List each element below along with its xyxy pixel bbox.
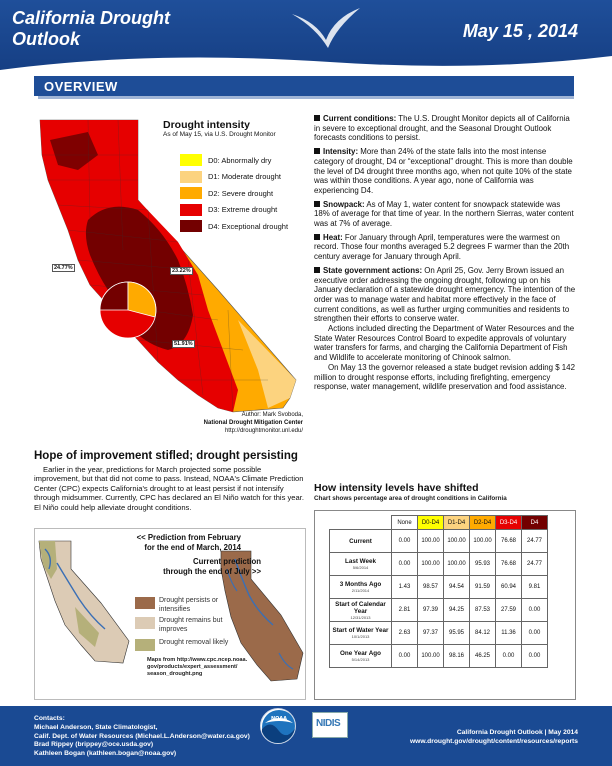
legend-swatch — [180, 220, 202, 232]
table-cell: 97.37 — [418, 622, 444, 645]
maps-source — [147, 657, 257, 678]
table-row — [330, 645, 548, 668]
table-header-row — [330, 516, 548, 530]
title-line1: California Drought — [12, 8, 170, 28]
para-text: For January through April, temperatures were the warmest on record. Those four months averaged 5.2 degrees F warmer than the 20th century average for January through April. — [314, 232, 570, 262]
legend-swatch — [135, 597, 155, 609]
table-cell: 87.53 — [470, 599, 496, 622]
row-date: 12/31/2013 — [350, 614, 371, 620]
row-label-text: Start of Water Year — [332, 627, 389, 634]
pie-label-bottom: 51.91% — [174, 341, 193, 347]
pred-title1-line1: << Prediction from February — [136, 533, 241, 542]
row-label — [330, 645, 392, 668]
col-d3-d4: D3-D4 — [496, 516, 522, 530]
table-cell: 95.95 — [444, 622, 470, 645]
footer-contacts — [34, 715, 250, 759]
row-label — [330, 530, 392, 553]
row-date: 10/1/2013 — [351, 634, 370, 639]
col-d4: D4 — [522, 516, 548, 530]
legend-label: D1: Moderate drought — [208, 172, 281, 181]
bullet-square-icon — [314, 234, 320, 240]
author-line2: National Drought Mitigation Center — [203, 420, 303, 426]
legend-item-d2 — [180, 185, 288, 201]
hope-heading: Hope of improvement stifled; drought persisting — [34, 450, 298, 462]
para-text: More than 24% of the state falls into the most intense category of drought, D4 or “exceptional” drought. This is more than double the level of D4 drought three months ago, when not quite 10% of the state was within those conditions. A year ago, none of California was experiencing D4. — [314, 147, 573, 195]
legend-swatch — [135, 617, 155, 629]
para-head: Snowpack: — [323, 199, 365, 209]
table-corner — [330, 516, 392, 530]
row-label-text: Last Week — [344, 558, 377, 565]
map-subtitle: As of May 15, via U.S. Drought Monitor — [163, 131, 276, 138]
row-date: 5/14/2013 — [351, 657, 370, 662]
row-label — [330, 576, 392, 599]
table-cell: 11.36 — [496, 622, 522, 645]
prediction-panel — [34, 528, 306, 700]
table-cell: 100.00 — [418, 553, 444, 576]
pie-label-right: 23.22% — [172, 268, 191, 274]
para-snowpack — [314, 200, 576, 229]
footer-right — [410, 728, 578, 746]
contact-line: Brad Rippey (brippey@oce.usda.gov) — [34, 741, 154, 749]
legend-item-d4 — [180, 218, 288, 234]
col-d2-d4: D2-D4 — [470, 516, 496, 530]
legend-label: D2: Severe drought — [208, 188, 274, 198]
table-cell: 24.77 — [522, 530, 548, 553]
para-head: Current conditions: — [323, 114, 397, 123]
source-line3: season_drought.png — [147, 671, 203, 677]
table-cell: 100.00 — [444, 553, 470, 576]
table-cell: 0.00 — [392, 553, 418, 576]
legend-item-d3 — [180, 202, 288, 218]
table-cell: 0.00 — [392, 530, 418, 553]
map-legend — [180, 152, 288, 235]
table-row — [330, 622, 548, 645]
row-label-text: 3 Months Ago — [339, 581, 382, 588]
table-cell: 98.57 — [418, 576, 444, 599]
pred-legend-persist — [135, 597, 229, 614]
author-line3: http://droughtmonitor.unl.edu/ — [224, 428, 303, 434]
para-head: State government actions: — [323, 265, 423, 275]
table-cell: 0.00 — [392, 645, 418, 668]
row-label — [330, 622, 392, 645]
legend-swatch — [180, 204, 202, 216]
legend-label: Drought remains but improves — [159, 617, 223, 633]
table-cell: 2.81 — [392, 599, 418, 622]
intensity-table — [329, 515, 548, 668]
row-label — [330, 599, 392, 622]
legend-label: D3: Extreme drought — [208, 205, 278, 214]
para-government — [314, 266, 576, 324]
table-cell: 97.39 — [418, 599, 444, 622]
legend-swatch — [180, 171, 202, 183]
pie-label-left: 24.77% — [54, 265, 73, 271]
bird-logo-icon — [286, 4, 366, 54]
table-cell: 0.00 — [522, 645, 548, 668]
row-label-text: Start of Calendar Year — [335, 600, 386, 615]
nidis-label: NIDIS — [316, 718, 341, 729]
para-intensity — [314, 147, 576, 196]
map-title: Drought intensity — [163, 119, 250, 131]
intensity-table-panel — [314, 510, 576, 700]
prediction-title-july — [131, 557, 261, 577]
legend-label: Drought persists or intensifies — [159, 597, 219, 613]
page-title — [12, 8, 212, 50]
footer-url[interactable]: www.drought.gov/drought/content/resources/reports — [409, 738, 578, 745]
legend-label: Drought removal likely — [159, 639, 229, 646]
legend-item-d0 — [180, 152, 288, 168]
table-cell: 27.59 — [496, 599, 522, 622]
intensity-subtitle: Chart shows percentage area of drought conditions in California — [314, 495, 507, 502]
para-head: Heat: — [323, 232, 343, 242]
table-cell: 0.00 — [522, 599, 548, 622]
table-cell: 100.00 — [444, 530, 470, 553]
table-cell: 1.43 — [392, 576, 418, 599]
table-cell: 0.00 — [496, 645, 522, 668]
col-none: None — [392, 516, 418, 530]
para-actions: Actions included directing the Department of Water Resources and the State Water Resources Control Board to expedite approvals of voluntary water transfers for farms, and charging the California Department of Fish and Wildlife to accelerate monitoring of Chinook salmon. — [314, 324, 575, 363]
pred-title1-line2: for the end of March, 2014 — [144, 543, 241, 552]
table-row — [330, 599, 548, 622]
table-cell: 100.00 — [418, 530, 444, 553]
table-cell: 84.12 — [470, 622, 496, 645]
para-head: Intensity: — [323, 147, 359, 157]
overview-shadow — [38, 96, 574, 99]
overview-label: OVERVIEW — [44, 79, 118, 94]
col-d0-d4: D0-D4 — [418, 516, 444, 530]
table-cell: 100.00 — [470, 530, 496, 553]
bullet-square-icon — [314, 115, 320, 121]
page-footer — [0, 706, 612, 766]
table-cell: 0.00 — [522, 622, 548, 645]
contact-line: Kathleen Bogan (kathleen.bogan@noaa.gov) — [34, 750, 177, 758]
table-cell: 95.93 — [470, 553, 496, 576]
para-heat — [314, 233, 576, 262]
pie-chart — [100, 282, 156, 338]
table-cell: 100.00 — [418, 645, 444, 668]
para-text: On April 25, Gov. Jerry Brown issued an executive order addressing the ongoing drought, following up on his January declaration of a statewide drought emergency. The intention of the order was to manage water and habitat more effectively in the face of current conditions, as well as further urging communities and residents to strengthen their efforts to conserve water. — [314, 265, 576, 324]
legend-swatch — [180, 187, 202, 199]
intensity-heading: How intensity levels have shifted — [314, 482, 479, 494]
bullet-square-icon — [314, 267, 320, 273]
table-cell: 76.68 — [496, 530, 522, 553]
bullet-square-icon — [314, 201, 320, 207]
overview-bar — [34, 76, 574, 96]
table-cell: 60.94 — [496, 576, 522, 599]
pred-title2-line1: Current prediction — [192, 557, 261, 566]
table-cell: 94.54 — [444, 576, 470, 599]
table-cell: 76.68 — [496, 553, 522, 576]
noaa-logo-icon — [260, 708, 296, 744]
author-line1: Author: Mark Svoboda, — [241, 412, 303, 418]
legend-swatch — [180, 154, 202, 166]
header-wave — [0, 50, 612, 70]
row-label-text: One Year Ago — [340, 650, 381, 657]
page-date: May 15 , 2014 — [462, 21, 578, 41]
legend-label: D4: Exceptional drought — [208, 221, 289, 231]
row-date: 5/6/2014 — [352, 565, 369, 570]
row-date: 2/11/2014 — [351, 588, 370, 593]
pred-legend-removal — [135, 639, 229, 651]
table-cell: 98.16 — [444, 645, 470, 668]
bullet-square-icon — [314, 148, 320, 154]
footer-report: California Drought Outlook | May 2014 — [456, 729, 578, 736]
table-row — [330, 553, 548, 576]
legend-label: D0: Abnormally dry — [208, 155, 272, 165]
para-text: The U.S. Drought Monitor depicts all of California in severe to exceptional drought, and the Seasonal Drought Outlook forecasts conditions to persist. — [314, 114, 570, 143]
col-d1-d4: D1-D4 — [444, 516, 470, 530]
table-row — [330, 576, 548, 599]
table-row — [330, 530, 548, 553]
overview-text — [314, 114, 576, 392]
pred-legend-improves — [135, 617, 229, 634]
legend-item-d1 — [180, 169, 288, 185]
table-cell: 46.25 — [470, 645, 496, 668]
row-label — [330, 553, 392, 576]
table-cell: 24.77 — [522, 553, 548, 576]
table-cell: 2.63 — [392, 622, 418, 645]
noaa-label: NOAA — [270, 716, 288, 722]
para-current — [314, 114, 576, 143]
title-line2: Outlook — [12, 29, 80, 49]
para-text: As of May 1, water content for snowpack statewide was 18% of average for that time of year. In the northern Sierras, water content was at 7% of average. — [314, 199, 574, 229]
table-cell: 91.59 — [470, 576, 496, 599]
page-header — [0, 0, 612, 70]
contacts-label: Contacts: — [34, 715, 65, 722]
contact-line: Calif. Dept. of Water Resources (Michael.L.Anderson@water.ca.gov) — [34, 732, 250, 740]
nidis-logo-icon — [312, 712, 348, 738]
prediction-title-feb — [111, 533, 241, 553]
contact-line: Michael Anderson, State Climatologist, — [34, 723, 158, 731]
para-budget: On May 13 the governor released a state budget revision adding $ 142 million to drought response efforts, including firefighting, emergency response, water management, wildlife preservation and food assistance. — [314, 362, 575, 392]
source-line2: gov/products/expert_assessment/ — [147, 664, 238, 670]
pred-title2-line2: through the end of July >> — [163, 567, 261, 576]
table-cell: 9.81 — [522, 576, 548, 599]
table-cell: 94.25 — [444, 599, 470, 622]
hope-body: Earlier in the year, predictions for March projected some possible improvement, but that did not come to pass. Instead, NOAA's Climate Prediction Center (CPC) expects California's drought to at least persist if not intensify through midsummer. Currently, CPC has declared an El Niño watch for this year. El Niño could help alleviate drought conditions. — [34, 465, 304, 512]
row-label-text: Current — [349, 537, 372, 545]
map-author — [195, 411, 303, 435]
source-line1: Maps from http://www.cpc.ncep.noaa. — [147, 657, 248, 663]
legend-swatch — [135, 639, 155, 651]
